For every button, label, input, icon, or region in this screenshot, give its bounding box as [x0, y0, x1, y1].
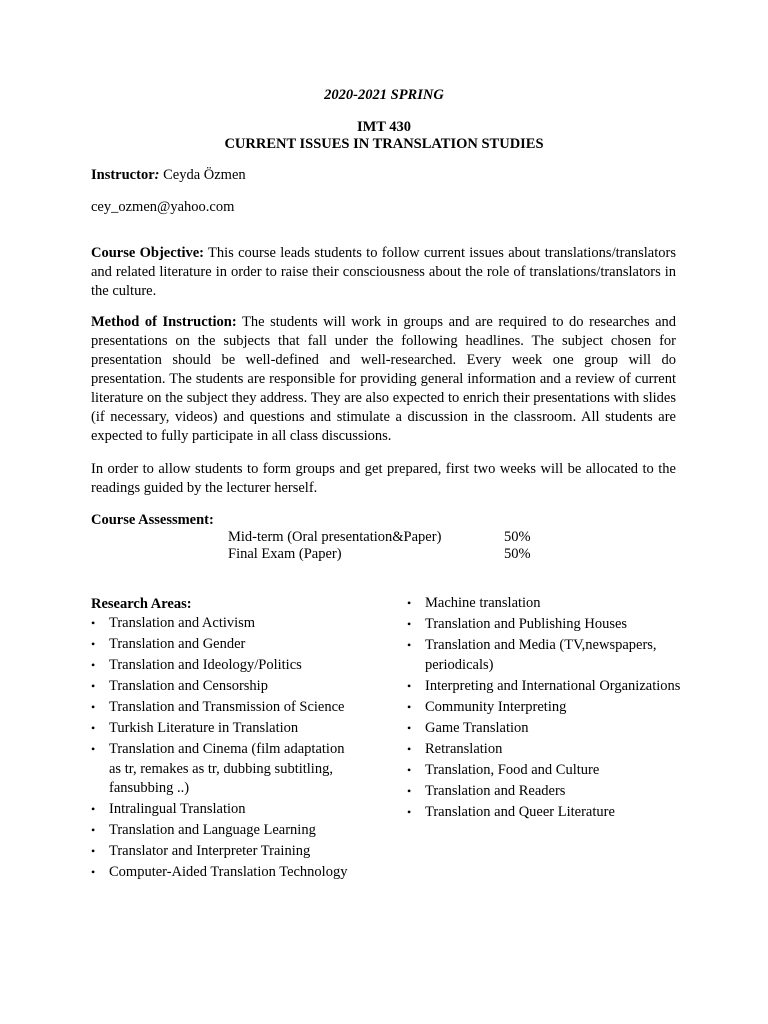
assessment-item-label: Mid-term (Oral presentation&Paper) [228, 529, 442, 545]
method-label: Method of Instruction: [91, 314, 237, 330]
bullet-icon: • [407, 678, 412, 693]
list-item: • Machine translation [407, 594, 683, 614]
groups-paragraph: In order to allow students to form groups and get prepared, first two weeks will be allocated to the readings guided by the lecturer herself. [91, 461, 676, 496]
bullet-icon: • [407, 804, 412, 819]
bullet-icon: • [407, 762, 412, 777]
course-objective-text: This course leads students to follow current issues about translations/translators and related literature in order to raise their consciousness about the role of translations/translators in the culture. [91, 245, 676, 299]
course-assessment-label: Course Assessment: [91, 512, 214, 528]
bullet-icon: • [91, 802, 96, 816]
list-item: • Translation and Language Learning [91, 821, 351, 841]
bullet-icon: • [91, 742, 96, 756]
bullet-icon: • [407, 783, 412, 798]
instructor-colon: : [154, 167, 160, 183]
assessment-item-weight: 50% [504, 546, 531, 562]
bullet-icon: • [91, 637, 96, 651]
course-objective-paragraph [91, 244, 676, 301]
instructor-label: Instructor [91, 167, 155, 183]
list-item: • Translation and Queer Literature [407, 803, 683, 823]
assessment-row [228, 545, 548, 563]
bullet-icon: • [91, 679, 96, 693]
list-item: • Interpreting and International Organizations [407, 677, 683, 697]
course-title: CURRENT ISSUES IN TRANSLATION STUDIES [224, 136, 544, 152]
list-item: • Translation, Food and Culture [407, 761, 683, 781]
instructor-line [91, 166, 246, 185]
bullet-icon: • [407, 720, 412, 735]
bullet-icon: • [91, 721, 96, 735]
bullet-icon: • [91, 844, 96, 858]
bullet-icon: • [91, 616, 96, 630]
list-item: • Translation and Media (TV,newspapers, periodicals) [407, 637, 657, 673]
research-areas-left-list [91, 614, 351, 884]
assessment-row [228, 528, 548, 546]
assessment-item-label: Final Exam (Paper) [228, 546, 342, 562]
list-item: • Game Translation [407, 719, 683, 739]
list-item: • Translation and Publishing Houses [407, 615, 683, 635]
bullet-icon: • [407, 699, 412, 714]
instructor-name: Ceyda Özmen [159, 167, 246, 183]
list-item: • Translator and Interpreter Training [91, 842, 351, 862]
list-item: • Translation and Gender [91, 635, 351, 655]
method-of-instruction-paragraph [91, 313, 676, 446]
assessment-item-weight: 50% [504, 529, 531, 545]
semester-title: 2020-2021 SPRING [324, 87, 444, 103]
list-item: • Translation and Readers [407, 782, 683, 802]
bullet-icon: • [407, 596, 412, 610]
list-item: • Translation and Cinema (film adaptation as tr, remakes as tr, dubbing subtitling, fansubbing ..) [91, 741, 345, 796]
bullet-icon: • [91, 823, 96, 837]
list-item: • Turkish Literature in Translation [91, 719, 351, 739]
instructor-email: cey_ozmen@yahoo.com [91, 199, 235, 215]
course-objective-label: Course Objective: [91, 245, 205, 261]
list-item: • Translation and Ideology/Politics [91, 656, 351, 676]
research-areas-heading: Research Areas: [91, 596, 192, 612]
list-item: • Computer-Aided Translation Technology [91, 863, 351, 883]
bullet-icon: • [91, 658, 96, 672]
list-item: • Translation and Transmission of Science [91, 698, 351, 718]
research-areas-right-list [407, 594, 683, 824]
bullet-icon: • [91, 865, 96, 879]
bullet-icon: • [407, 638, 412, 652]
list-item: • Translation and Censorship [91, 677, 351, 697]
bullet-icon: • [407, 741, 412, 756]
method-text: The students will work in groups and are required to do researches and presentations on the subjects that fall under the following headlines. The subject chosen for presentation should be well-defined and well-researched. Every week one group will do presentation. The students are responsible for providing general information and a review of current literature on the subject they address. They are also expected to enrich their presentations with slides (if necessary, videos) and questions and stimulate a discussion in the classroom. All students are expected to fully participate in all class discussions. [91, 314, 676, 444]
list-item: • Translation and Activism [91, 614, 351, 634]
course-code: IMT 430 [356, 119, 412, 135]
list-item: • Retranslation [407, 740, 683, 760]
list-item: • Community Interpreting [407, 698, 683, 718]
list-item: • Intralingual Translation [91, 800, 351, 820]
bullet-icon: • [91, 700, 96, 714]
bullet-icon: • [407, 617, 412, 631]
